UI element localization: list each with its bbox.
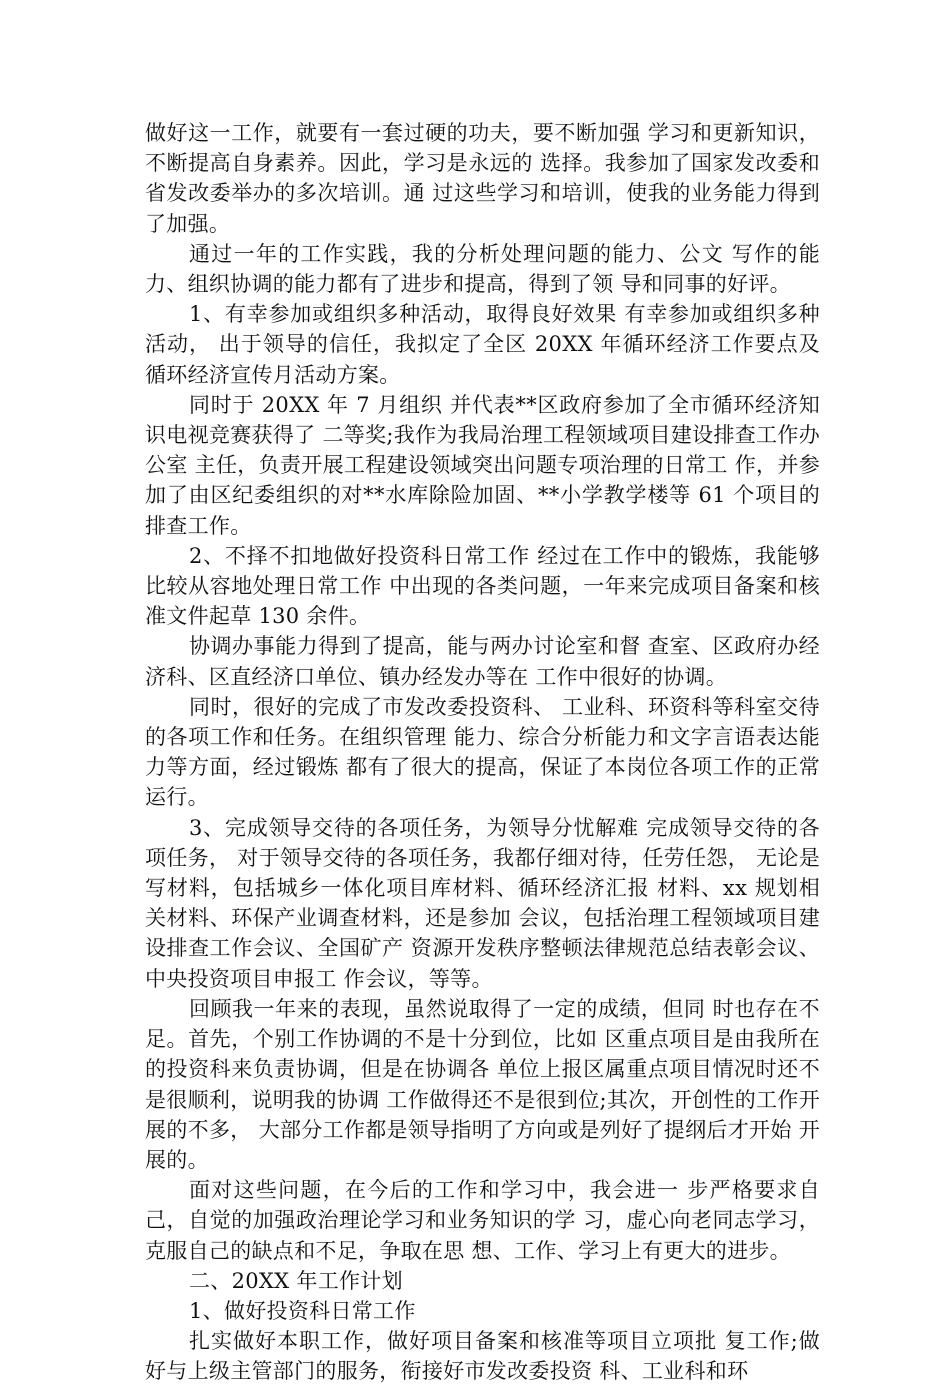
- paragraph-5: 2、不择不扣地做好投资科日常工作 经过在工作中的锻炼，我能够比较从容地处理日常工作 中出现的各类问题，一年来完成项目备案和核准文件起草 130 余件。: [145, 543, 820, 629]
- paragraph-8: 3、完成领导交待的各项任务，为领导分忧解难 完成领导交待的各项任务， 对于领导交待的各项任务，我都仔细对待，任劳任怨， 无论是写材料，包括城乡一体化项目库材料、循环经济汇报 材料、xx 规划相关材料、环保产业调查材料，还是参加 会议，包括治理工程领域项目建设排查工作会议、全国矿产 资源开发秩序整顿法律规范总结表彰会议、中央投资项目申报工 作会议，等等。: [145, 815, 820, 991]
- paragraph-10: 面对这些问题，在今后的工作和学习中，我会进一 步严格要求自己，自觉的加强政治理论学习和业务知识的学 习，虚心向老同志学习，克服自己的缺点和不足，争取在思 想、工作、学习上有更大的进步。: [145, 1178, 820, 1263]
- document-body: [145, 118, 820, 1387]
- paragraph-9: 回顾我一年来的表现，虽然说取得了一定的成绩，但同 时也存在不足。首先，个别工作协调的不是十分到位，比如 区重点项目是由我所在的投资科来负责协调，但是在协调各 单位上报区属重点项目情况时还不是很顺利，说明我的协调 工作做得还不是很到位;其次，开创性的工作开展的不多， 大部分工作都是领导指明了方向或是列好了提纲后才开始 开展的。: [145, 996, 820, 1172]
- paragraph-7: 同时，很好的完成了市发改委投资科、 工业科、环资科等科室交待的各项工作和任务。在组织管理 能力、综合分析能力和文字言语表达能力等方面，经过锻炼 都有了很大的提高，保证了本岗位各项工作的正常运行。: [145, 694, 820, 810]
- subsection-heading: 1、做好投资科日常工作: [189, 1298, 416, 1323]
- paragraph-6: 协调办事能力得到了提高，能与两办讨论室和督 查室、区政府办经济科、区直经济口单位、镇办经发办等在 工作中很好的协调。: [145, 634, 820, 689]
- paragraph-4: 同时于 20XX 年 7 月组织 并代表**区政府参加了全市循环经济知识电视竞赛获得了 二等奖;我作为我局治理工程领域项目建设排查工作办公室 主任，负责开展工程建设领域突出问题专项治理的日常工 作，并参加了由区纪委组织的对**水库除险加固、**小学教学楼等 61 个项目的排查工作。: [145, 392, 820, 538]
- paragraph-3: 1、有幸参加或组织多种活动，取得良好效果 有幸参加或组织多种活动， 出于领导的信任，我拟定了全区 20XX 年循环经济工作要点及循环经济宣传月活动方案。: [145, 302, 820, 387]
- paragraph-1: 做好这一工作，就要有一套过硬的功夫，要不断加强 学习和更新知识，不断提高自身素养。因此，学习是永远的 选择。我参加了国家发改委和省发改委举办的多次培训。通 过这些学习和培训，使我的业务能力得到了加强。: [145, 121, 820, 236]
- paragraph-2: 通过一年的工作实践，我的分析处理问题的能力、公文 写作的能力、组织协调的能力都有了进步和提高，得到了领 导和同事的好评。: [145, 241, 820, 297]
- section-heading: 二、20XX 年工作计划: [189, 1268, 403, 1293]
- paragraph-13: 扎实做好本职工作，做好项目备案和核准等项目立项批 复工作;做好与上级主管部门的服务，衔接好市发改委投资 科、工业科和环: [145, 1329, 820, 1384]
